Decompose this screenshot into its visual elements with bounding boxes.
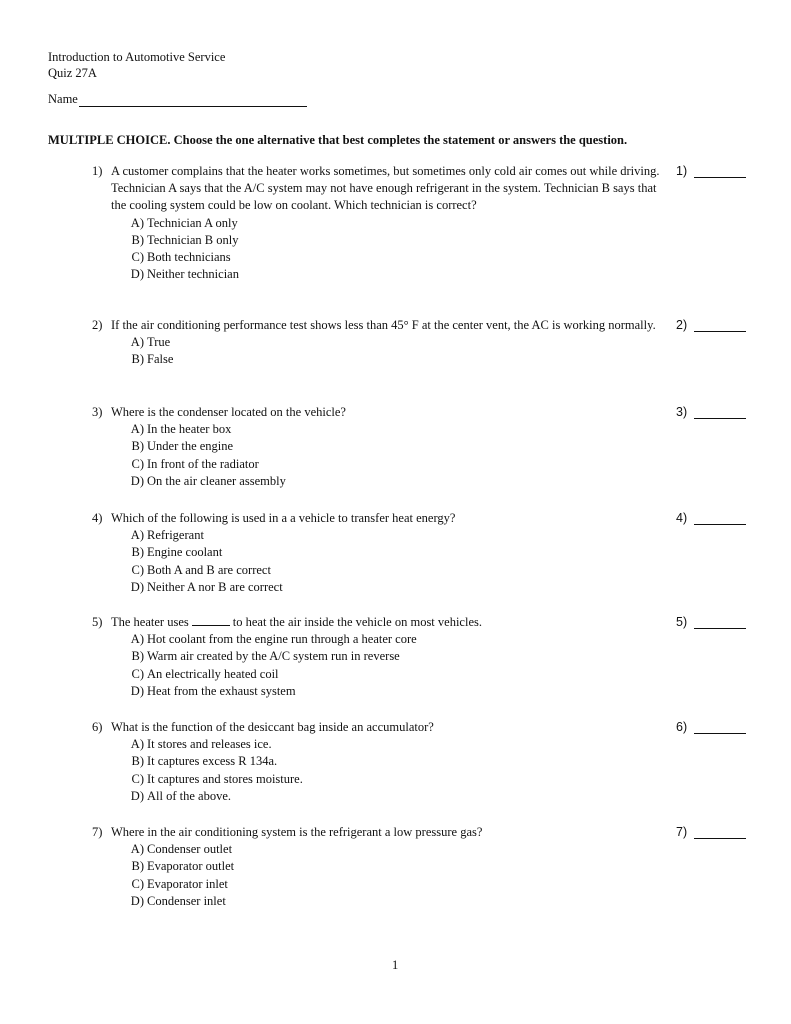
- option-a[interactable]: A) Hot coolant from the engine run through a heater core: [130, 632, 417, 647]
- option-b[interactable]: B) It captures excess R 134a.: [131, 754, 278, 769]
- quiz-title: Quiz 27A: [48, 66, 97, 80]
- answer-line[interactable]: [694, 514, 746, 525]
- fill-in-blank: [192, 615, 230, 626]
- option-c[interactable]: C) Both A and B are correct: [131, 562, 271, 577]
- answer-line[interactable]: [694, 321, 746, 332]
- question-number: 6): [92, 720, 103, 734]
- option-b[interactable]: B) Technician B only: [131, 232, 239, 247]
- option-d[interactable]: D) Neither technician: [130, 267, 239, 282]
- answer-line[interactable]: [694, 618, 746, 629]
- question-number: 5): [92, 615, 103, 629]
- option-b[interactable]: B) Under the engine: [131, 439, 234, 454]
- name-input-line[interactable]: [79, 94, 307, 107]
- question-text: What is the function of the desiccant bag inside an accumulator?: [111, 720, 434, 734]
- question-5: [92, 614, 672, 700]
- answer-blank-1[interactable]: 1): [676, 164, 746, 178]
- course-title: Introduction to Automotive Service: [48, 50, 226, 64]
- option-d[interactable]: D) All of the above.: [130, 788, 232, 803]
- option-a[interactable]: A) In the heater box: [130, 422, 232, 437]
- options-list: [126, 421, 672, 490]
- section-instructions: MULTIPLE CHOICE. Choose the one alternative that best completes the statement or answers the question.: [48, 133, 628, 147]
- question-4: [92, 510, 672, 596]
- option-b[interactable]: B) False: [131, 352, 174, 367]
- option-c[interactable]: C) Both technicians: [131, 249, 231, 264]
- options-list: [126, 527, 672, 596]
- question-6: [92, 719, 672, 805]
- page-number: 1: [392, 958, 399, 972]
- option-c[interactable]: C) In front of the radiator: [131, 456, 259, 471]
- answer-line[interactable]: [694, 167, 746, 178]
- answer-blank-3[interactable]: 3): [676, 405, 746, 419]
- answer-line[interactable]: [694, 828, 746, 839]
- answer-blank-6[interactable]: 6): [676, 720, 746, 734]
- question-text: Where in the air conditioning system is the refrigerant a low pressure gas?: [111, 825, 483, 839]
- question-3: [92, 404, 672, 490]
- option-a[interactable]: A) Condenser outlet: [130, 842, 233, 857]
- option-b[interactable]: B) Evaporator outlet: [131, 859, 235, 874]
- question-text: A customer complains that the heater works sometimes, but sometimes only cold air comes out while driving. Technician A says that the A/C system may not have enough refrigerant in the system. Technician B says that the cooling system could be low on coolant. Which technician is correct?: [111, 164, 660, 213]
- option-a[interactable]: A) Technician A only: [130, 215, 238, 230]
- answer-blank-2[interactable]: 2): [676, 318, 746, 332]
- question-text: Where is the condenser located on the vehicle?: [111, 405, 346, 419]
- option-d[interactable]: D) Neither A nor B are correct: [130, 579, 283, 594]
- question-number: 3): [92, 405, 103, 419]
- question-1: [92, 163, 672, 283]
- answer-blank-7[interactable]: 7): [676, 825, 746, 839]
- name-label: Name: [48, 92, 78, 106]
- document-header: [48, 49, 225, 81]
- answer-line[interactable]: [694, 723, 746, 734]
- option-a[interactable]: A) It stores and releases ice.: [130, 737, 272, 752]
- question-number: 2): [92, 318, 103, 332]
- option-a[interactable]: A) True: [130, 335, 171, 350]
- question-text: Which of the following is used in a a vehicle to transfer heat energy?: [111, 511, 456, 525]
- option-c[interactable]: C) It captures and stores moisture.: [131, 771, 303, 786]
- question-number: 1): [92, 164, 103, 178]
- option-a[interactable]: A) Refrigerant: [130, 528, 204, 543]
- option-b[interactable]: B) Engine coolant: [131, 545, 223, 560]
- question-number: 4): [92, 511, 103, 525]
- option-d[interactable]: D) Condenser inlet: [130, 893, 226, 908]
- option-c[interactable]: C) An electrically heated coil: [131, 666, 279, 681]
- name-field-row: [48, 92, 307, 107]
- question-7: [92, 824, 672, 910]
- option-c[interactable]: C) Evaporator inlet: [131, 876, 228, 891]
- options-list: [126, 334, 672, 368]
- options-list: [126, 736, 672, 805]
- question-number: 7): [92, 825, 103, 839]
- question-text: The heater uses to heat the air inside the vehicle on most vehicles.: [111, 615, 482, 629]
- question-text: If the air conditioning performance test shows less than 45° F at the center vent, the AC is working normally.: [111, 318, 656, 332]
- question-2: [92, 317, 672, 369]
- options-list: [126, 215, 672, 284]
- options-list: [126, 841, 672, 910]
- answer-line[interactable]: [694, 408, 746, 419]
- options-list: [126, 631, 672, 700]
- option-b[interactable]: B) Warm air created by the A/C system run in reverse: [131, 649, 400, 664]
- answer-blank-5[interactable]: 5): [676, 615, 746, 629]
- answer-blank-4[interactable]: 4): [676, 511, 746, 525]
- option-d[interactable]: D) Heat from the exhaust system: [130, 683, 296, 698]
- option-d[interactable]: D) On the air cleaner assembly: [130, 473, 286, 488]
